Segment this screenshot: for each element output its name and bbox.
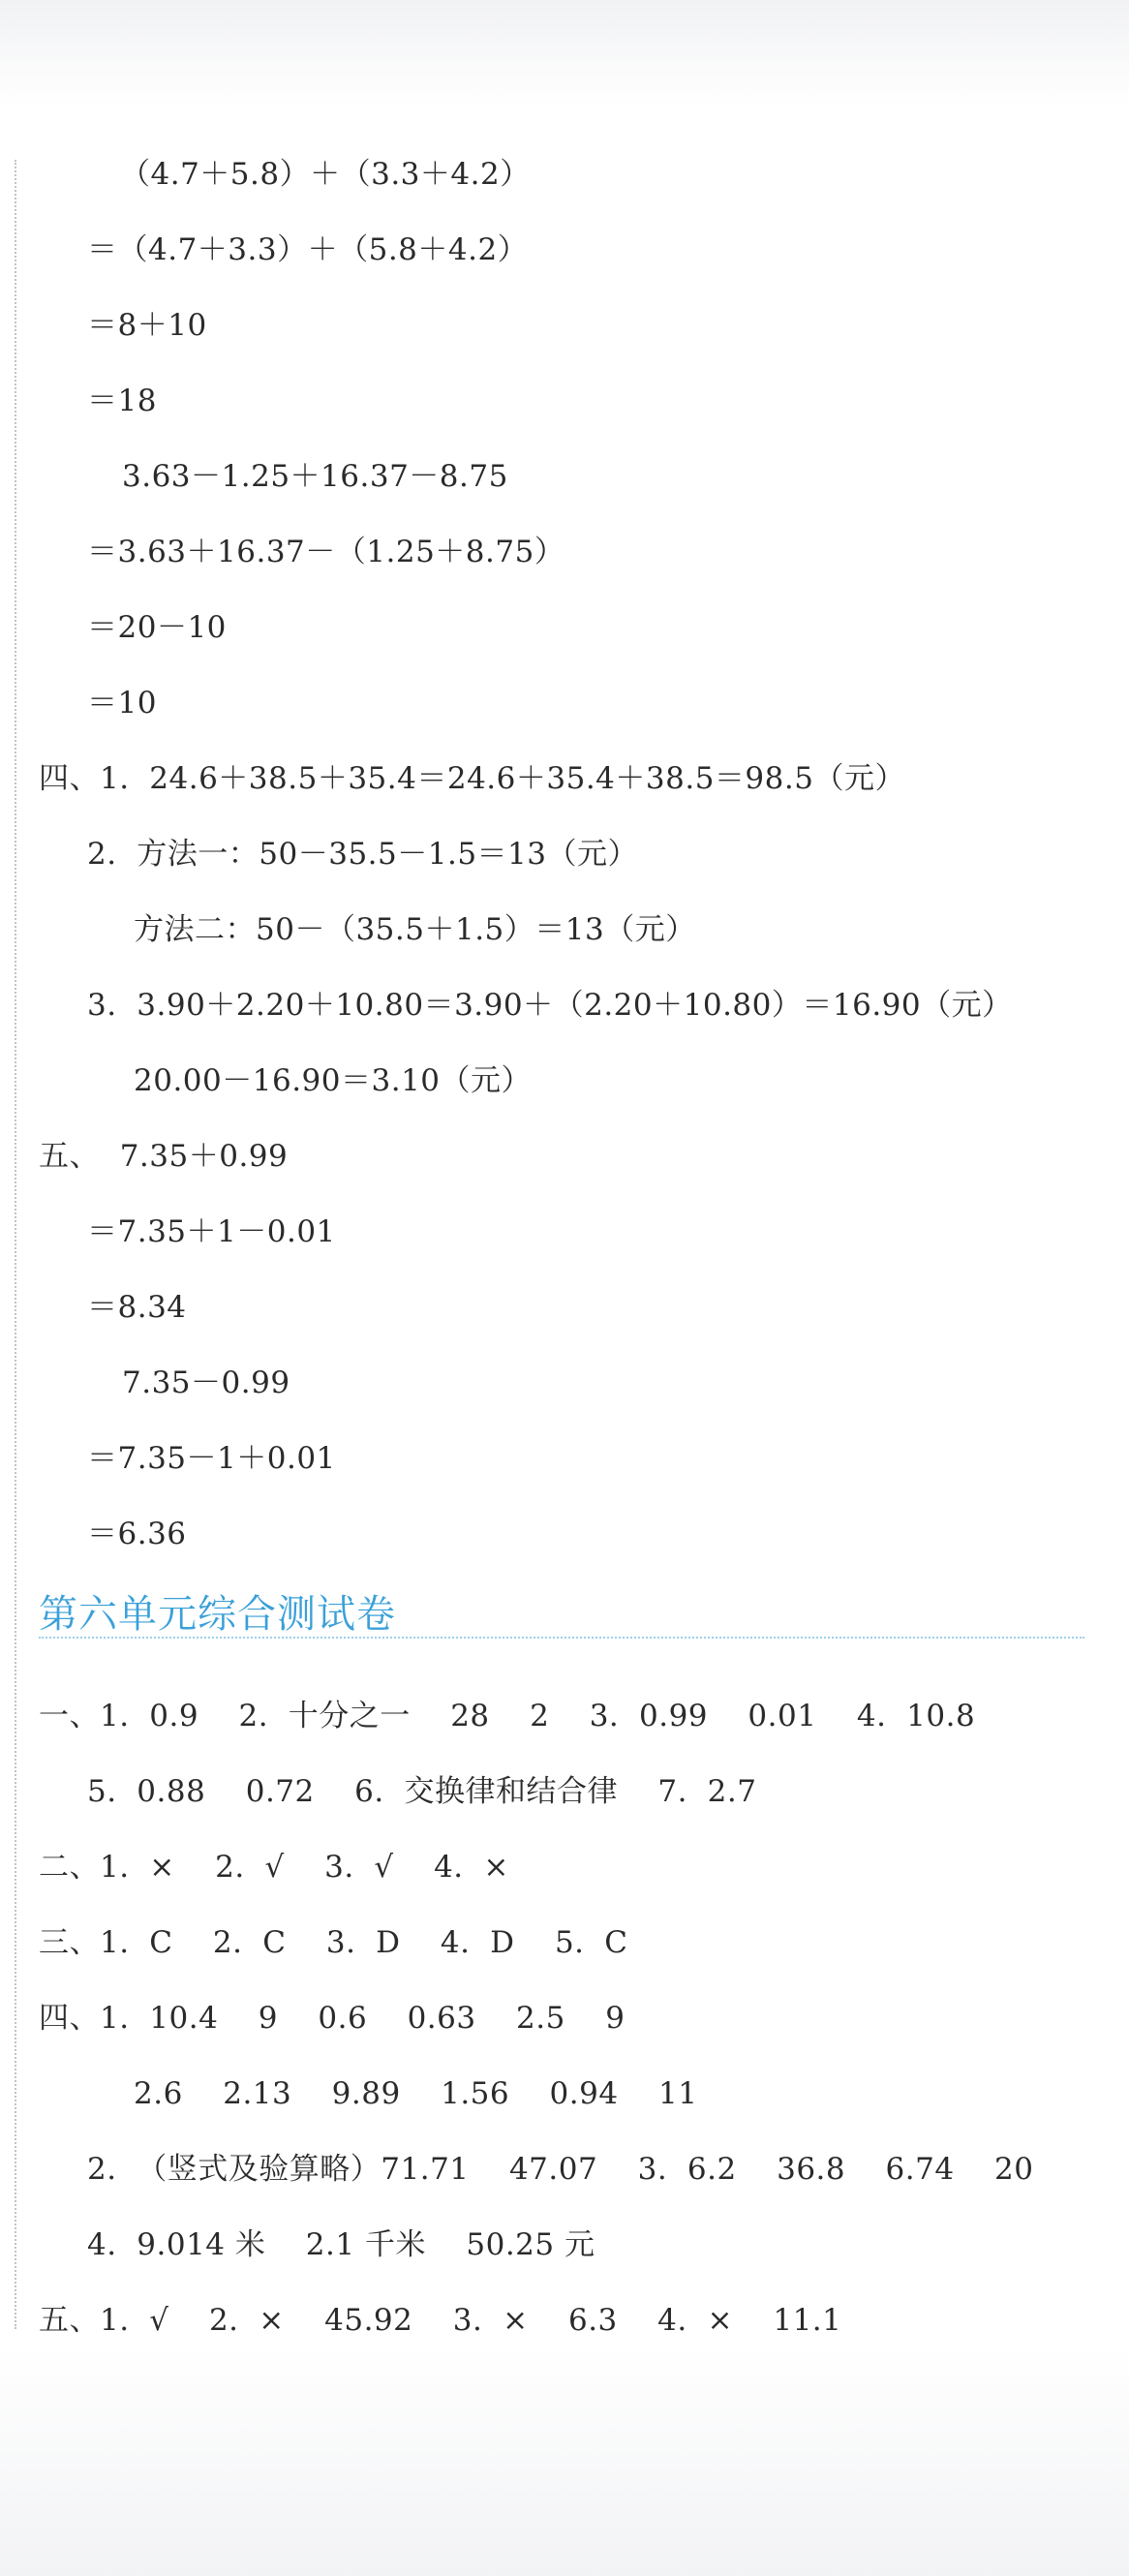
math-line: ＝6.36 <box>87 1517 187 1551</box>
answer-line: 5. 0.88 0.72 6. 交换律和结合律 7. 2.7 <box>87 1774 757 1809</box>
section-title: 第六单元综合测试卷 <box>39 1592 396 1637</box>
answer-line: 方法二：50－（35.5＋1.5）＝13（元） <box>134 912 696 947</box>
math-line: ＝7.35－1＋0.01 <box>87 1441 336 1476</box>
margin-dotted-rule <box>15 160 16 2329</box>
math-line: ＝8.34 <box>87 1290 187 1325</box>
math-line: 3.63－1.25＋16.37－8.75 <box>122 459 508 494</box>
answer-line: 一、1. 0.9 2. 十分之一 28 2 3. 0.99 0.01 4. 10.8 <box>39 1699 976 1733</box>
answer-line: 四、1. 10.4 9 0.6 0.63 2.5 9 <box>39 2001 626 2036</box>
answer-line: 四、1. 24.6＋38.5＋35.4＝24.6＋35.4＋38.5＝98.5（元） <box>39 761 905 796</box>
math-line: （4.7＋5.8）＋（3.3＋4.2） <box>120 157 531 192</box>
answer-line: 五、 7.35＋0.99 <box>39 1139 289 1174</box>
math-line: ＝（4.7＋3.3）＋（5.8＋4.2） <box>87 232 529 267</box>
answer-line: 4. 9.014 米 2.1 千米 50.25 元 <box>87 2227 595 2262</box>
math-line: ＝7.35＋1－0.01 <box>87 1214 336 1249</box>
math-line: ＝18 <box>87 383 157 418</box>
math-line: 7.35－0.99 <box>122 1365 290 1400</box>
answer-line: 二、1. × 2. √ 3. √ 4. × <box>39 1850 509 1885</box>
answer-line: 2.6 2.13 9.89 1.56 0.94 11 <box>134 2076 698 2111</box>
math-line: ＝20－10 <box>87 610 227 645</box>
answer-line: 2. （竖式及验算略）71.71 47.07 3. 6.2 36.8 6.74 20 <box>87 2152 1034 2187</box>
math-line: ＝8＋10 <box>87 308 207 343</box>
answer-line: 五、1. √ 2. × 45.92 3. × 6.3 4. × 11.1 <box>39 2303 842 2338</box>
answer-line: 2. 方法一：50－35.5－1.5＝13（元） <box>87 837 639 872</box>
section-divider <box>39 1637 1084 1639</box>
answer-line: 三、1. C 2. C 3. D 4. D 5. C <box>39 1925 628 1960</box>
math-line: ＝3.63＋16.37－（1.25＋8.75） <box>87 535 565 569</box>
answer-line: 20.00－16.90＝3.10（元） <box>134 1063 533 1098</box>
math-line: ＝10 <box>87 686 157 721</box>
answer-line: 3. 3.90＋2.20＋10.80＝3.90＋（2.20＋10.80）＝16.90（元） <box>87 988 1013 1023</box>
